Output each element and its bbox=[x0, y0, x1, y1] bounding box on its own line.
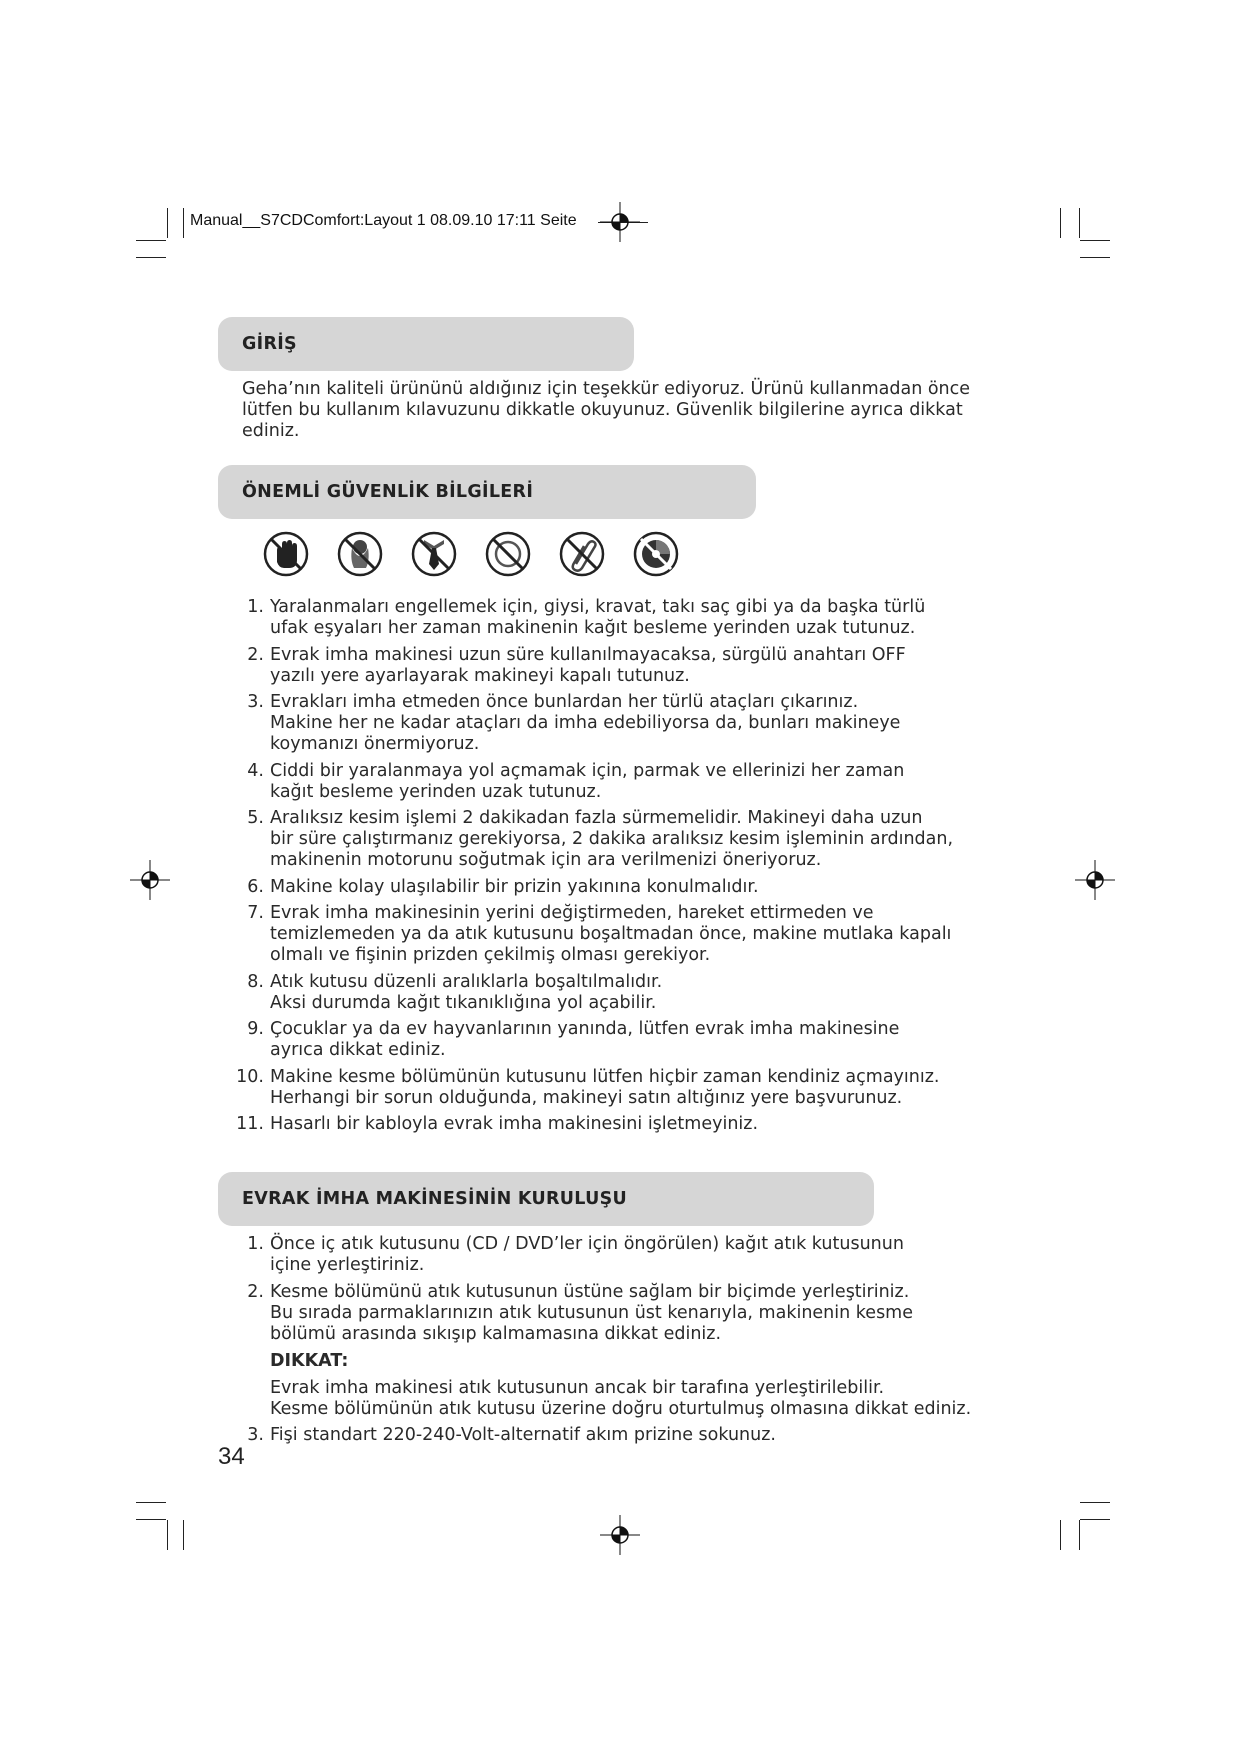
safety-icons bbox=[262, 530, 706, 586]
crop-mark bbox=[167, 1520, 168, 1550]
crop-mark bbox=[1060, 208, 1061, 238]
crop-mark bbox=[183, 1520, 184, 1550]
section-header-intro bbox=[218, 317, 634, 371]
list-item: 11. Hasarlı bir kabloyla evrak imha makinesini işletmeyiniz. bbox=[236, 1114, 759, 1134]
no-cd-icon bbox=[632, 530, 680, 578]
crop-mark bbox=[1060, 1520, 1061, 1550]
list-item: 4. Ciddi bir yaralanmaya yol açmamak için, parmak ve ellerinizi her zaman kağıt besleme yerinden uzak tutunuz. bbox=[247, 760, 905, 802]
list-item: 10. Makine kesme bölümünün kutusunu lütfen hiçbir zaman kendiniz açmayınız. Herhangi bir sorun olduğunda, makineyi satın altığınız yere başvurunuz. bbox=[236, 1066, 940, 1108]
crop-mark bbox=[136, 257, 166, 258]
list-item: 9. Çocuklar ya da ev hayvanlarının yanında, lütfen evrak imha makinesine ayrıca dikkat ediniz. bbox=[247, 1019, 900, 1060]
safety-list bbox=[234, 597, 1034, 1141]
crop-mark bbox=[1080, 257, 1110, 258]
print-slug: Manual__S7CDComfort:Layout 1 08.09.10 17:11 Seite bbox=[190, 212, 577, 229]
section-title: GİRİŞ bbox=[242, 334, 297, 354]
crop-mark bbox=[167, 208, 168, 238]
list-item: 5. Aralıksız kesim işlemi 2 dakikadan fazla sürmemelidir. Makineyi daha uzun bir süre çalıştırmanız gerekiyorsa, 2 dakika aralıksız kesim işleminin ardından, makinenin motorunu soğutmak için ara verilmenizi öneriyoruz. bbox=[247, 808, 954, 870]
no-tie-icon bbox=[410, 530, 458, 578]
no-jewelry-icon bbox=[484, 530, 532, 578]
crop-mark bbox=[1080, 1502, 1110, 1503]
list-item: 1. Yaralanmaları engellemek için, giysi, kravat, takı saç gibi ya da başka türlü ufak eşyaları her zaman makinenin kağıt besleme yerinden uzak tutunuz. bbox=[247, 597, 926, 638]
registration-mark-top bbox=[600, 202, 640, 242]
crop-mark bbox=[136, 240, 166, 241]
list-item: 1. Önce iç atık kutusunu (CD / DVD’ler için öngörülen) kağıt atık kutusunun içine yerleştiriniz. bbox=[247, 1234, 904, 1275]
page-number: 34 bbox=[218, 1443, 245, 1470]
caution-text: Evrak imha makinesi atık kutusunun ancak bir tarafına yerleştirilebilir. Kesme bölümünün atık kutusu üzerine doğru oturtulmuş olmasına dikkat ediniz. bbox=[270, 1377, 972, 1419]
list-item: 6. Makine kolay ulaşılabilir bir prizin yakınına konulmalıdır. bbox=[247, 876, 759, 897]
caution-label: DIKKAT: bbox=[270, 1350, 349, 1371]
section-header-safety bbox=[218, 465, 756, 519]
list-item: 3. Fişi standart 220-240-Volt-alternatif akım prizine sokunuz. bbox=[247, 1424, 776, 1445]
crop-mark bbox=[136, 1502, 166, 1503]
setup-list bbox=[234, 1234, 1034, 1451]
registration-mark-left bbox=[130, 860, 170, 900]
crop-mark bbox=[1079, 208, 1080, 238]
registration-mark-right bbox=[1075, 860, 1115, 900]
crop-mark bbox=[183, 208, 184, 238]
crop-mark bbox=[136, 1519, 166, 1520]
list-item: 8. Atık kutusu düzenli aralıklarla boşaltılmalıdır. Aksi durumda kağıt tıkanıklığına yol açabilir. bbox=[247, 971, 663, 1013]
no-paperclip-icon bbox=[558, 530, 606, 578]
crop-mark bbox=[1080, 1519, 1110, 1520]
no-hands-icon bbox=[262, 530, 310, 578]
list-item: 3. Evrakları imha etmeden önce bunlardan her türlü ataçları çıkarınız. Makine her ne kadar ataçları da imha edebiliyorsa da, bunları makineye koymanızı önermiyoruz. bbox=[247, 692, 901, 754]
crop-mark bbox=[1079, 1520, 1080, 1550]
registration-mark-bottom bbox=[600, 1515, 640, 1555]
list-item: 2. Evrak imha makinesi uzun süre kullanılmayacaksa, sürgülü anahtarı OFF yazılı yere ayarlayarak makineyi kapalı tutunuz. bbox=[247, 644, 906, 686]
section-header-setup bbox=[218, 1172, 874, 1226]
no-long-hair-icon bbox=[336, 530, 384, 578]
list-item: 7. Evrak imha makinesinin yerini değiştirmeden, hareket ettirmeden ve temizlemeden ya da atık kutusunu boşaltmadan önce, makine mutlaka kapalı olmalı ve fişinin prizden çekilmiş olması gerekiyor. bbox=[247, 903, 952, 965]
crop-mark bbox=[1080, 240, 1110, 241]
list-item: 2. Kesme bölümünü atık kutusunun üstüne sağlam bir biçimde yerleştiriniz. Bu sırada parmaklarınızın atık kutusunun üst kenarıyla, makinenin kesme bölümü arasında sıkışıp kalmamasına dikkat ediniz. DIKKAT: Evrak imha makinesi atık kutusunun ancak bir tarafına yerleştirilebilir. Kesme bölümünün atık kutusu üzerine doğru oturtulmuş olmasına dikkat ediniz. bbox=[234, 1282, 1034, 1425]
intro-paragraph: Geha’nın kaliteli ürününü aldığınız için teşekkür ediyoruz. Ürünü kullanmadan önce lütfen bu kullanım kılavuzunu dikkatle okuyunuz. Güvenlik bilgilerine ayrıca dikkat ediniz. bbox=[242, 379, 971, 441]
section-title: ÖNEMLİ GÜVENLİK BİLGİLERİ bbox=[242, 482, 534, 502]
section-title: EVRAK İMHA MAKİNESİNİN KURULUŞU bbox=[242, 1189, 628, 1209]
